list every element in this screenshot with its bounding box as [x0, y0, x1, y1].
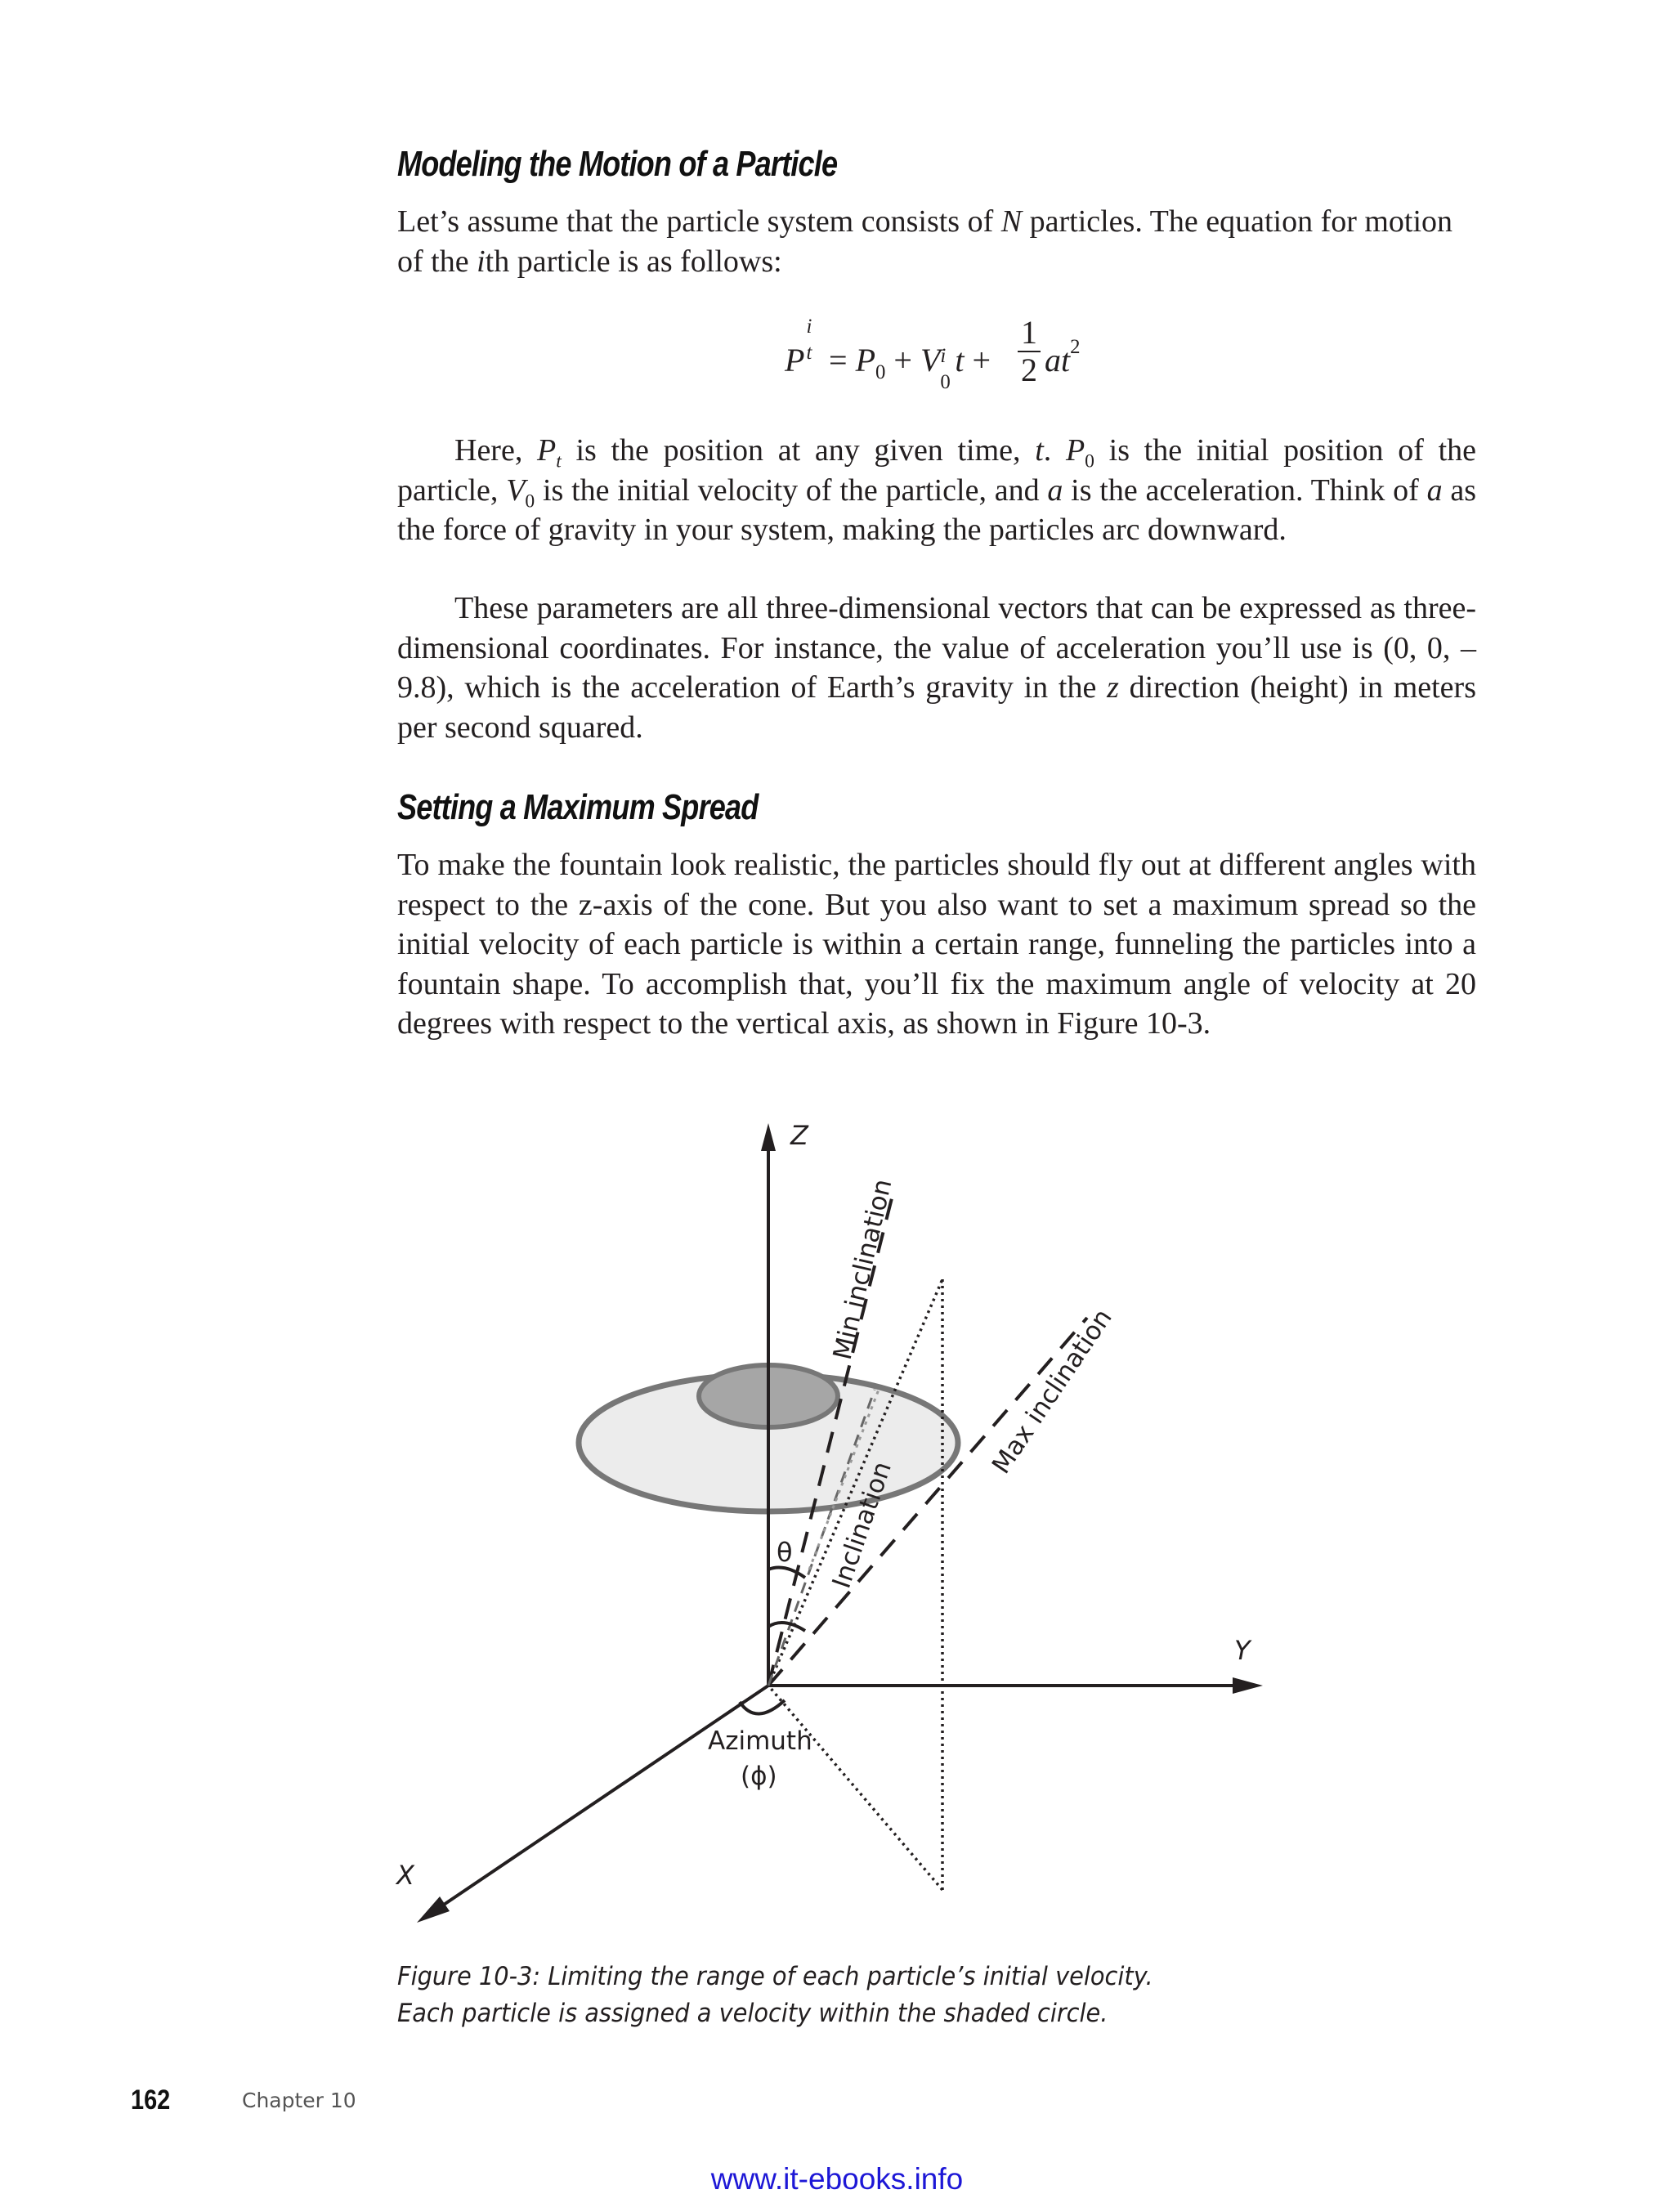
page-number: 162 [131, 2084, 171, 2116]
eq-t: t [955, 342, 965, 378]
min-inclination-label: Min inclination [827, 1176, 898, 1363]
sub-t: t [556, 450, 562, 472]
caption-line: Figure 10-3: Limiting the range of each particle’s initial velocity. [397, 1962, 1153, 1991]
phi-label: (ϕ) [741, 1762, 777, 1791]
chapter-label: Chapter 10 [242, 2089, 356, 2112]
text-span: Let’s assume that the particle system consists of [397, 204, 1001, 239]
inclination-label: Inclination [826, 1458, 898, 1592]
var-t: t [1035, 433, 1044, 468]
theta-arc-lower [768, 1623, 805, 1631]
eq-p: P [785, 342, 805, 378]
x-axis-label: X [396, 1860, 414, 1891]
text-span: is the acceleration. Think of [1063, 472, 1427, 508]
sub-0: 0 [1085, 450, 1094, 472]
var-v: V [506, 472, 526, 508]
var-i: i [477, 244, 486, 279]
z-axis-label: Z [790, 1120, 808, 1151]
text-span: To make the fountain look realistic, the particles should fly out at different angles with respect to the z-axis of the cone. But you also want to set a maximum spread so the initial velocity of each particle is within a certain range, funneling the particles into a fountain shape. To accomplish that, you’ll fix the maximum angle of velocity at 20 degrees with respect to the vertical axis, as shown in Figure 10-3. [397, 848, 1476, 1041]
caption-line: Each particle is assigned a velocity within the shaded circle. [397, 1999, 1108, 2028]
x-axis [417, 1686, 768, 1923]
eq-equals: = [821, 342, 856, 378]
eq-plus: + [885, 342, 920, 378]
text-span: Here, [454, 433, 538, 468]
text-span: These parameters are all three-dimensional vectors that can be expressed as three-dimensional coordinates. For instance, the value of acceleration you’ll use is (0, 0, –9.8), which is the acceleration of Earth’s gravity in the [397, 591, 1476, 705]
azimuth-arc [740, 1700, 785, 1714]
paragraph-max-spread [397, 845, 1476, 1044]
eq-p0: P [855, 342, 875, 378]
var-n: N [1000, 204, 1023, 239]
text-span: . [1043, 433, 1066, 468]
theta-label: θ [777, 1537, 793, 1568]
eq-plus: + [964, 342, 1000, 378]
var-a: a [1426, 472, 1443, 508]
section-heading-spread: Setting a Maximum Spread [397, 787, 759, 827]
eq-v: V [920, 342, 941, 378]
eq-exponent: 2 [1070, 335, 1081, 358]
paragraph-position-velocity [397, 431, 1476, 550]
section-heading-modeling: Modeling the Motion of a Particle [397, 144, 838, 184]
azimuth-label: Azimuth [708, 1726, 812, 1756]
var-z: z [1107, 670, 1119, 705]
var-p: P [1065, 433, 1085, 468]
text-span: as the force of gravity in your system, making the particles arc downward. [397, 472, 1477, 547]
eq-at: at [1045, 342, 1071, 378]
text-span: direction (height) in meters per second squared. [397, 670, 1476, 745]
intro-paragraph [397, 202, 1476, 281]
text-span: is the initial velocity of the particle, and [535, 472, 1048, 508]
source-link[interactable]: www.it-ebooks.info [710, 2162, 964, 2196]
eq-sub-0: 0 [875, 361, 886, 383]
text-span: is the initial position of the particle, [397, 433, 1476, 508]
theta-arc-upper [768, 1568, 805, 1578]
text-span: particles. The equation for motion of the [397, 204, 1453, 279]
var-p: P [537, 433, 557, 468]
var-a: a [1047, 472, 1063, 508]
eq-numerator: 1 [1021, 314, 1037, 351]
eq-fraction [1018, 315, 1041, 388]
sub-0: 0 [525, 490, 535, 513]
figure-caption [397, 1959, 1153, 2032]
y-axis [768, 1677, 1263, 1694]
motion-equation: P i t = $P_0 + V$ i 0 t + $\frac{1}{2}$ $at^2$ [785, 314, 1081, 393]
figure-velocity-cone [384, 1112, 1300, 1929]
text-span: is the position at any given time, [561, 433, 1036, 468]
paragraph-vectors [397, 589, 1476, 747]
text-span: th particle is as follows: [485, 244, 782, 279]
y-axis-label: Y [1234, 1635, 1251, 1666]
max-inclination-label: Max inclination [986, 1303, 1118, 1480]
eq-denominator: 2 [1018, 351, 1041, 388]
